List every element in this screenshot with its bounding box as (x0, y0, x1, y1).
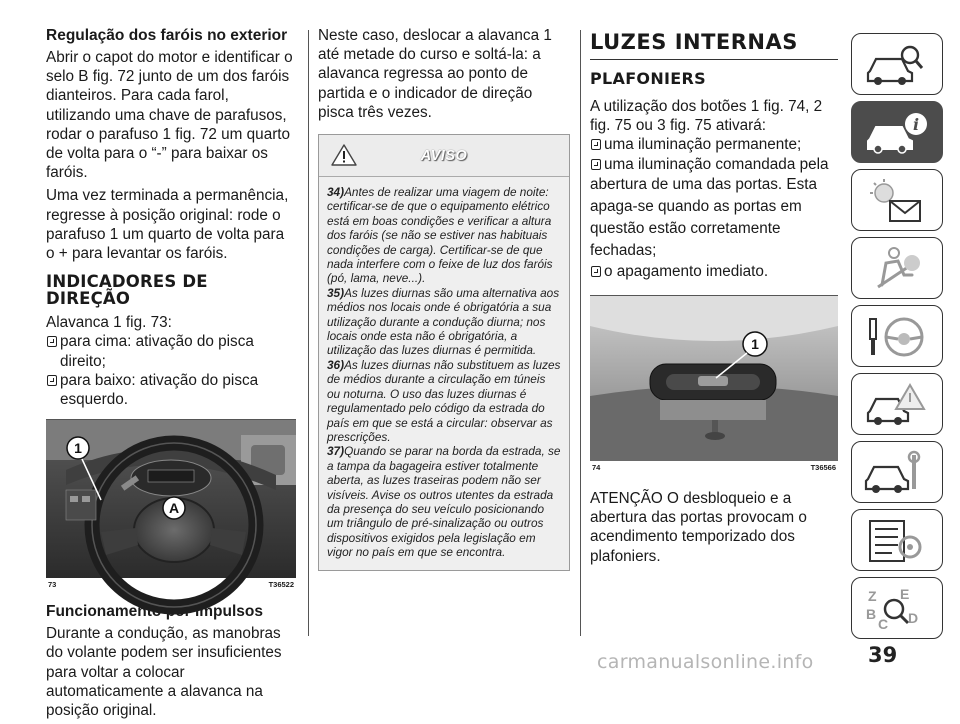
list-item-text: uma iluminação comandada pela (604, 155, 829, 173)
note-number: 37) (327, 444, 345, 459)
note-text: Quando se parar na borda da estrada, se a tampa da bagageira estiver totalmente aberta, as luzes traseiras podem não ser visíveis. Avise os outros utentes da estrada da presença do seu veículo posicionando um triângulo de pré-sinalização ou outros dispositivos exigidos pela legislação em vigor no país em que se encontra. (327, 444, 561, 560)
figure-label-1: 1 (751, 336, 759, 353)
column-2 (318, 26, 570, 571)
column-1 (46, 26, 296, 724)
list-item-continuation: abertura de uma das portas. Esta apaga-se quando as portas em questão estão corretamente fechadas; (590, 175, 818, 259)
list-item-text: uma iluminação permanente; (604, 136, 802, 154)
subsection-title: PLAFONIERS (590, 69, 706, 88)
steering-wheel-photo (46, 420, 296, 578)
warning-note (327, 444, 561, 559)
tab-starting-driving[interactable] (851, 305, 943, 367)
tab-lights-warnings[interactable] (851, 169, 943, 231)
note-text: As luzes diurnas são uma alternativa aos médios nos locais onde é obrigatória a sua utilização durante a condução diurna; nos locais onde esta não é obrigatória, a utilização das luzes diurnas é permitida. (327, 285, 560, 358)
svg-text:C: C (878, 616, 889, 632)
ceiling-light-photo (590, 296, 838, 461)
bullet-icon (47, 375, 57, 386)
svg-text:E: E (900, 586, 910, 602)
figure-label-1: 1 (74, 440, 82, 457)
paragraph: Abrir o capot do motor e identificar o selo B fig. 72 junto de um dos faróis dianteiros. Para cada farol, utilizando uma chave de parafusos, rodar o parafuso 1 fig. 72 um quarto de volta para o “-” para baixar os faróis. (46, 49, 293, 182)
figure-code: T36566 (810, 463, 836, 473)
bullet-icon (591, 139, 601, 150)
tab-index[interactable] (851, 577, 943, 639)
list-item (590, 155, 838, 174)
index-search-icon (864, 585, 926, 633)
note-number: 35) (327, 285, 345, 300)
tab-emergency[interactable] (851, 373, 943, 435)
list-item-text: para cima: ativação do pisca direito; (60, 333, 254, 370)
figure-number: 74 (592, 463, 601, 473)
car-service-icon (864, 449, 926, 497)
paragraph: Uma vez terminada a permanência, regresse à posição original: rode o parafuso 1 um quarto de volta para o + para levantar os faróis. (46, 187, 289, 263)
note-text: As luzes diurnas não substituem as luzes de médios durante a circulação em túneis ou noturna. O uso das luzes diurnas é regulamentado pelo código da estrada do país em que se está a circular: observar as prescrições. (327, 357, 561, 444)
figure-caption (46, 578, 296, 592)
watermark: carmanualsonline.info (597, 651, 814, 673)
paragraph: Durante a condução, as manobras do volante podem ser insuficientes para voltar a colocar automaticamente a alavanca na posição original. (46, 625, 282, 720)
list-item (590, 135, 838, 154)
svg-text:D: D (908, 610, 919, 626)
warning-note (327, 286, 561, 358)
lights-warning-icon (864, 177, 926, 225)
car-info-icon (864, 109, 930, 157)
figure-number: 73 (48, 580, 57, 590)
tab-maintenance[interactable] (851, 441, 943, 503)
svg-text:i: i (912, 115, 920, 134)
note-text: Antes de realizar uma viagem de noite: certificar-se de que o equipamento elétrico está em boas condições e verificar a altura dos faróis (se não se estiver nas habituais condições de carga). Certificar-se de que nada interfere com o feixe de luz dos faróis (pó, lama, neve...). (327, 185, 553, 286)
svg-text:Z: Z (868, 588, 877, 604)
section-title-indicators (46, 273, 296, 307)
paragraph: Alavanca 1 fig. 73: (46, 314, 172, 332)
tab-knowing-vehicle[interactable] (851, 33, 943, 95)
car-search-icon (864, 41, 924, 89)
paragraph-attention: ATENÇÃO O desbloqueio e a abertura das portas provocam o acendimento temporizado dos plafoniers. (590, 490, 807, 565)
figure-caption (590, 461, 838, 475)
warning-title: AVISO (420, 148, 468, 165)
list-item (46, 332, 296, 370)
car-warning-icon (864, 381, 926, 429)
chapter-tabs (851, 33, 943, 645)
tab-technical-data[interactable] (851, 509, 943, 571)
paragraph: A utilização dos botões 1 fig. 74, 2 fig. 75 ou 3 fig. 75 ativará: (590, 98, 823, 135)
tab-dashboard-info[interactable] (851, 101, 943, 163)
warning-body (319, 177, 569, 570)
figure-code: T36522 (268, 580, 294, 590)
specs-list-icon (864, 517, 926, 565)
svg-text:B: B (866, 606, 877, 622)
section-title-interior-lights: LUZES INTERNAS (590, 30, 838, 60)
bullet-icon (47, 336, 57, 347)
heading-impulse: Funcionamento por impulsos (46, 603, 264, 621)
warning-box (318, 134, 570, 571)
list-item-text: para baixo: ativação do pisca esquerdo. (60, 371, 259, 409)
section-title-line: DIREÇÃO (46, 289, 131, 309)
list-item (46, 371, 296, 409)
warning-note (327, 185, 561, 286)
warning-note (327, 358, 561, 444)
note-number: 36) (327, 357, 345, 372)
section-title-line: INDICADORES DE (46, 272, 208, 292)
bullet-icon (591, 159, 601, 170)
figure-73 (46, 419, 296, 592)
warning-header (319, 135, 569, 177)
paragraph: Neste caso, deslocar a alavanca 1 até metade do curso e soltá-la: a alavanca regressa ao ponto de partida e o indicador de direção pisca três vezes. (318, 27, 552, 121)
tab-safety[interactable] (851, 237, 943, 299)
figure-label-a: A (168, 500, 180, 517)
airbag-seat-icon (864, 245, 926, 293)
heading-headlight-adjust: Regulação dos faróis no exterior (46, 27, 288, 44)
steering-key-icon (864, 313, 926, 361)
column-3 (590, 26, 838, 570)
note-number: 34) (327, 185, 345, 200)
list-item (590, 262, 838, 281)
figure-74 (590, 295, 838, 475)
column-divider-left (308, 30, 309, 636)
page-number: 39 (868, 643, 898, 667)
bullet-icon (591, 266, 601, 277)
column-divider-right (580, 30, 581, 636)
list-item-text: o apagamento imediato. (604, 262, 769, 280)
